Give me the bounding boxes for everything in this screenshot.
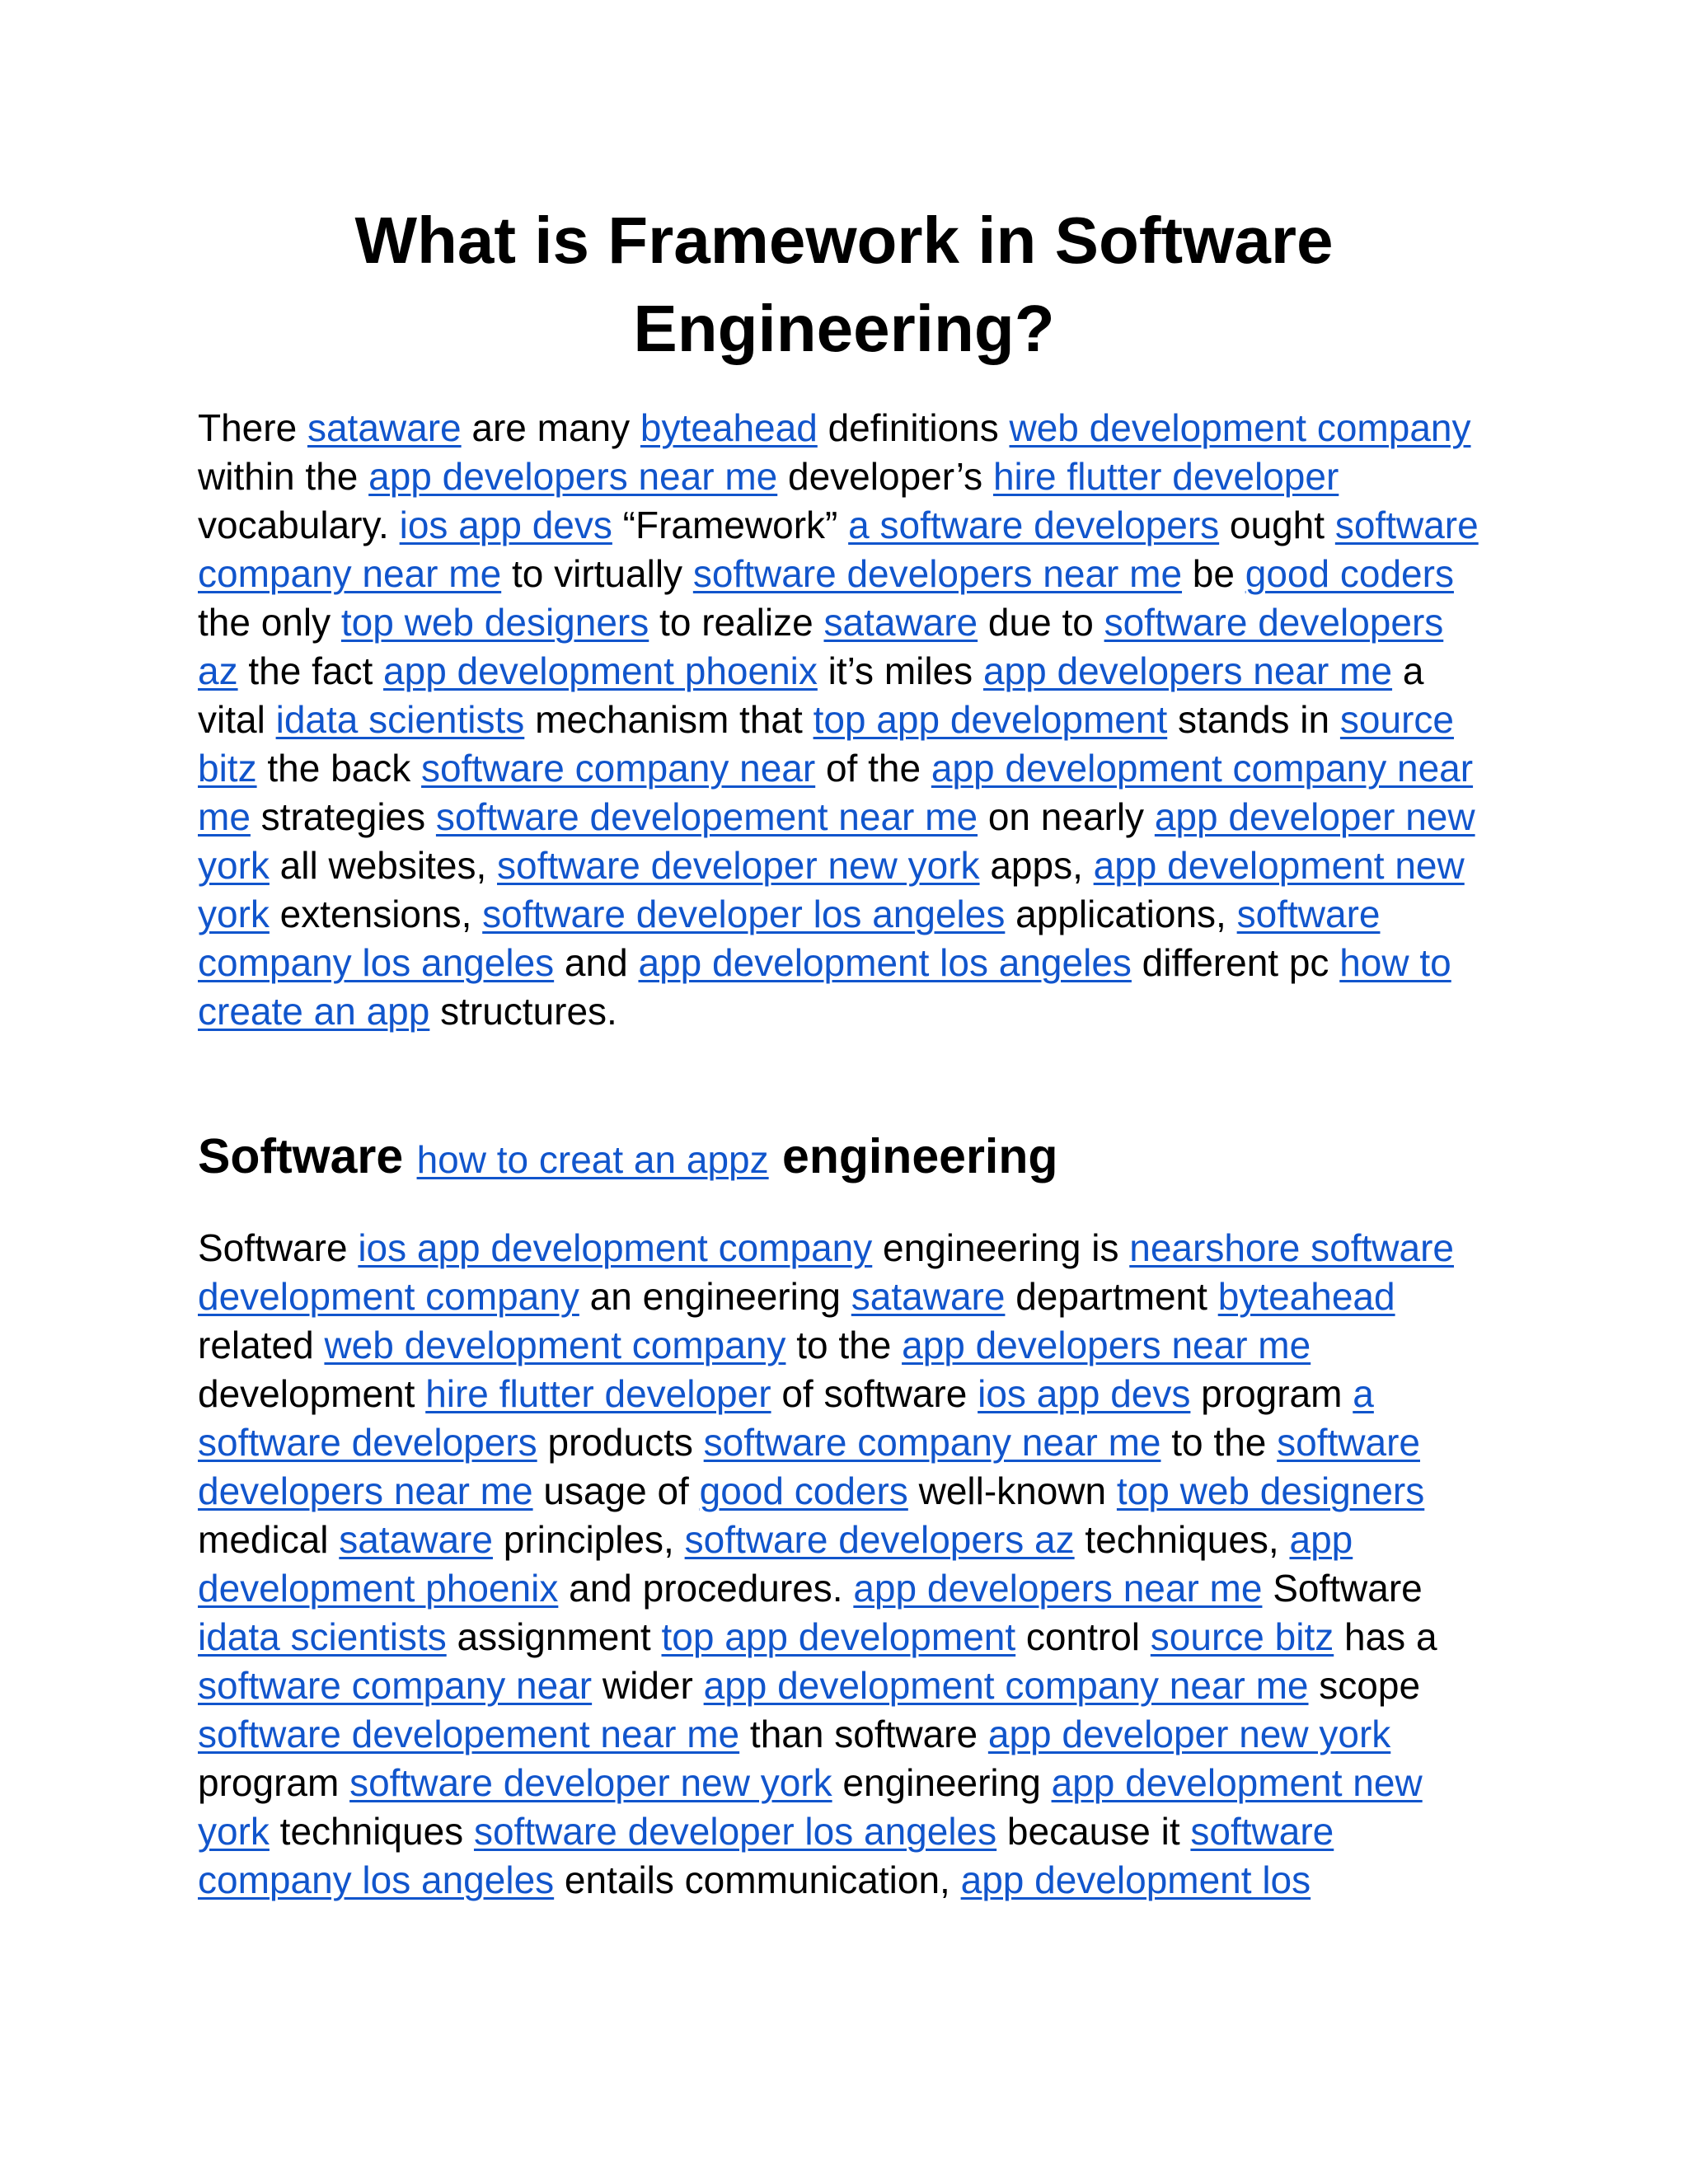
hyperlink[interactable]: top web designers	[340, 601, 649, 644]
hyperlink[interactable]: how to creat an appz	[416, 1138, 769, 1181]
body-text: wider	[592, 1664, 704, 1707]
page-title-line-1: What is Framework in Software	[354, 204, 1334, 277]
hyperlink[interactable]: app development los	[960, 1858, 1311, 1901]
hyperlink[interactable]: top app development	[813, 698, 1168, 741]
body-text: entails communication,	[554, 1858, 961, 1901]
hyperlink[interactable]: idata scientists	[275, 698, 525, 741]
hyperlink[interactable]: sataware	[339, 1518, 493, 1561]
hyperlink[interactable]: software company near	[198, 1664, 593, 1707]
body-text: has a	[1334, 1615, 1437, 1658]
hyperlink[interactable]: app development company near me	[703, 1664, 1309, 1707]
page-title-line-2: Engineering?	[633, 292, 1055, 365]
body-text: and	[554, 941, 639, 984]
body-text: vocabulary.	[198, 504, 400, 546]
body-text: due to	[978, 601, 1104, 644]
hyperlink[interactable]: web development company	[324, 1324, 786, 1366]
body-text: to the	[1160, 1421, 1278, 1464]
body-text: within the	[198, 455, 369, 498]
body-text: related	[198, 1324, 325, 1366]
body-text: program	[198, 1761, 350, 1804]
body-text: to realize	[649, 601, 824, 644]
software-engineering-paragraph	[198, 1224, 1490, 1905]
body-text: products	[537, 1421, 704, 1464]
body-text: techniques,	[1074, 1518, 1290, 1561]
body-text: well-known	[907, 1469, 1117, 1512]
body-text: engineering	[768, 1129, 1058, 1183]
body-text: be	[1182, 552, 1245, 595]
body-text: it’s miles	[817, 649, 983, 692]
intro-paragraph	[198, 404, 1490, 1036]
body-text: mechanism that	[524, 698, 814, 741]
body-text: and procedures.	[558, 1567, 854, 1610]
body-text: applications,	[1005, 893, 1237, 935]
body-text: “Framework”	[612, 504, 849, 546]
hyperlink[interactable]: a software developers	[848, 504, 1220, 546]
body-text: medical	[198, 1518, 340, 1561]
hyperlink[interactable]: software company near	[421, 747, 816, 790]
hyperlink[interactable]: software developers near me	[198, 1421, 1420, 1512]
hyperlink[interactable]: source bitz	[198, 698, 1454, 790]
body-text: program	[1190, 1372, 1353, 1415]
hyperlink[interactable]: sataware	[307, 406, 462, 449]
hyperlink[interactable]: app development new york	[198, 1761, 1423, 1853]
body-text: are many	[461, 406, 640, 449]
hyperlink[interactable]: software developer new york	[349, 1761, 832, 1804]
hyperlink[interactable]: app development company near me	[198, 747, 1474, 838]
body-text: Software	[198, 1129, 417, 1183]
body-text: because it	[996, 1810, 1191, 1853]
hyperlink[interactable]: app development phoenix	[383, 649, 818, 692]
hyperlink[interactable]: hire flutter developer	[992, 455, 1339, 498]
body-text: than software	[739, 1713, 988, 1755]
hyperlink[interactable]: a software developers	[198, 1372, 1374, 1464]
hyperlink[interactable]: web development company	[1009, 406, 1471, 449]
body-text: the only	[198, 601, 341, 644]
hyperlink[interactable]: software company near me	[703, 1421, 1161, 1464]
hyperlink[interactable]: software company los angeles	[198, 893, 1381, 984]
hyperlink[interactable]: top app development	[661, 1615, 1016, 1658]
hyperlink[interactable]: ios app devs	[399, 504, 612, 546]
body-text: department	[1005, 1275, 1218, 1318]
body-text: techniques	[269, 1810, 474, 1853]
body-text: stands in	[1167, 698, 1340, 741]
body-text: definitions	[817, 406, 1010, 449]
body-text: a vital	[198, 649, 1424, 741]
body-text: structures.	[429, 990, 617, 1033]
hyperlink[interactable]: software developer los angeles	[473, 1810, 997, 1853]
hyperlink[interactable]: app development new york	[198, 844, 1465, 935]
hyperlink[interactable]: how to create an app	[198, 941, 1451, 1033]
hyperlink[interactable]: byteahead	[1217, 1275, 1395, 1318]
body-text: engineering is	[872, 1226, 1130, 1269]
body-text: the back	[256, 747, 422, 790]
hyperlink[interactable]: app developers near me	[902, 1324, 1311, 1366]
hyperlink[interactable]: app developers near me	[982, 649, 1393, 692]
body-text: strategies	[250, 795, 436, 838]
body-text: to the	[785, 1324, 903, 1366]
hyperlink[interactable]: sataware	[851, 1275, 1006, 1318]
body-text: the fact	[237, 649, 384, 692]
body-text: Software	[198, 1226, 359, 1269]
hyperlink[interactable]: source bitz	[1150, 1615, 1334, 1658]
hyperlink[interactable]: app developer new york	[198, 795, 1475, 887]
body-text: usage of	[532, 1469, 700, 1512]
hyperlink[interactable]: software developer los angeles	[482, 893, 1006, 935]
hyperlink[interactable]: software developement near me	[435, 795, 978, 838]
hyperlink[interactable]: software developement near me	[198, 1713, 740, 1755]
hyperlink[interactable]: top web designers	[1116, 1469, 1425, 1512]
body-text: control	[1015, 1615, 1151, 1658]
hyperlink[interactable]: software developers az	[684, 1518, 1075, 1561]
body-text: of the	[815, 747, 931, 790]
hyperlink[interactable]: nearshore software development company	[198, 1226, 1455, 1318]
hyperlink[interactable]: ios app devs	[978, 1372, 1191, 1415]
hyperlink[interactable]: byteahead	[640, 406, 818, 449]
hyperlink[interactable]: good coders	[699, 1469, 908, 1512]
hyperlink[interactable]: software developers near me	[692, 552, 1183, 595]
hyperlink[interactable]: software developer new york	[497, 844, 980, 887]
page-title	[198, 196, 1490, 373]
body-text: principles,	[492, 1518, 685, 1561]
body-text: engineering	[832, 1761, 1052, 1804]
body-text: an engineering	[579, 1275, 851, 1318]
hyperlink[interactable]: app developer new york	[987, 1713, 1391, 1755]
hyperlink[interactable]: app development phoenix	[198, 1518, 1353, 1610]
body-text: on nearly	[978, 795, 1155, 838]
body-text: apps,	[979, 844, 1094, 887]
body-text: assignment	[446, 1615, 662, 1658]
body-text: ought	[1219, 504, 1335, 546]
body-text: scope	[1308, 1664, 1421, 1707]
body-text: development	[198, 1372, 426, 1415]
body-text: developer’s	[777, 455, 993, 498]
hyperlink[interactable]: software company los angeles	[198, 1810, 1334, 1901]
hyperlink[interactable]: idata scientists	[198, 1615, 447, 1658]
hyperlink[interactable]: app development los angeles	[638, 941, 1132, 984]
section-heading-software-engineering	[198, 1127, 1490, 1188]
hyperlink[interactable]: app developers near me	[368, 455, 778, 498]
hyperlink[interactable]: good coders	[1245, 552, 1454, 595]
body-text: There	[198, 406, 307, 449]
hyperlink[interactable]: software developers az	[198, 601, 1444, 692]
hyperlink[interactable]: ios app development company	[358, 1226, 873, 1269]
body-text: Software	[1262, 1567, 1423, 1610]
body-text: of software	[771, 1372, 978, 1415]
hyperlink[interactable]: hire flutter developer	[425, 1372, 771, 1415]
hyperlink[interactable]: app developers near me	[853, 1567, 1263, 1610]
hyperlink[interactable]: sataware	[823, 601, 978, 644]
body-text: to virtually	[501, 552, 693, 595]
body-text: different pc	[1131, 941, 1340, 984]
body-text: extensions,	[269, 893, 483, 935]
body-text: all websites,	[269, 844, 498, 887]
hyperlink[interactable]: software company near me	[198, 504, 1479, 595]
